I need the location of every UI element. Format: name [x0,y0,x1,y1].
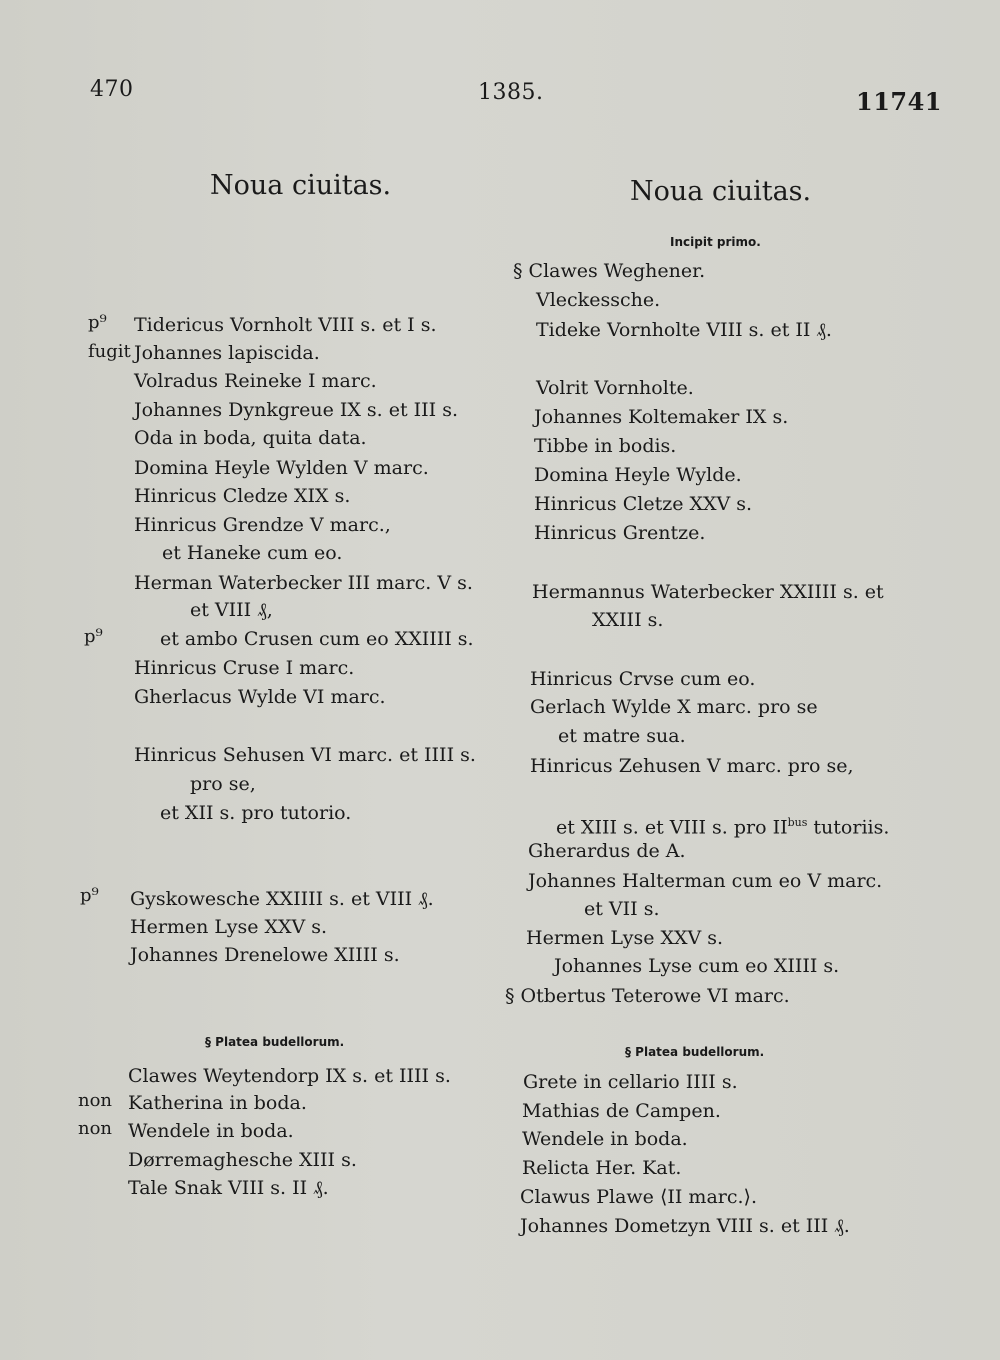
entry-line: Johannes Dynkgreue IX s. et III s. [134,399,459,421]
entry-line: Mathias de Campen. [522,1100,721,1122]
entry-line: Domina Heyle Wylden V marc. [134,457,429,479]
entry-line: Hinricus Zehusen V marc. pro se, [530,755,854,777]
entry-line: Clawus Plawe ⟨II marc.⟩. [520,1186,757,1208]
left-column-title: Noua ciuitas. [210,170,392,201]
entry-line: Hermen Lyse XXV s. [130,916,328,938]
entry-line: Vleckessche. [536,289,661,311]
entry-line: Tale Snak VIII s. II ₰. [128,1177,329,1199]
entry-line: Volrit Vornholte. [536,377,694,399]
entry-line: Johannes Dometzyn VIII s. et III ₰. [520,1215,850,1237]
margin-note: non [78,1118,113,1139]
entry-line: Johannes Halterman cum eo V marc. [528,870,883,892]
page-number: 470 [90,77,134,102]
entry-line: Volradus Reineke I marc. [134,370,377,392]
entry-line: Dørremaghesche XIII s. [128,1149,357,1171]
entry-line: XXIII s. [592,609,664,631]
entry-line: Gyskowesche XXIIII s. et VIII ₰. [130,888,434,910]
entry-line: Clawes Weytendorp IX s. et IIII s. [128,1065,451,1087]
right-section-heading: § Platea budellorum. [625,1045,765,1059]
entry-line: pro se, [190,773,256,795]
entry-line: Tideke Vornholte VIII s. et II ₰. [536,319,832,341]
right-column-title: Noua ciuitas. [630,176,812,207]
entry-line: Oda in boda, quita data. [134,427,367,449]
entry-line: Herman Waterbecker III marc. V s. [134,572,473,594]
entry-line: et XIII s. et VIII s. pro $II^{bus}$ tutoriis. [556,816,890,839]
margin-note: p⁹ [88,312,107,333]
entry-line: Wendele in boda. [128,1120,294,1142]
margin-note: non [78,1090,113,1111]
entry-line: Hinricus Cruse I marc. [134,657,355,679]
entry-line: Johannes lapiscida. [134,342,320,364]
margin-note: p⁹ [80,885,99,906]
entry-number: 11741 [856,87,942,116]
entry-line: et VIII ₰, [190,599,273,621]
entry-line: Hermannus Waterbecker XXIIII s. et [532,581,884,603]
entry-line: et VII s. [584,898,660,920]
entry-line: Tibbe in bodis. [534,435,677,457]
margin-note: p⁹ [84,626,103,647]
year-heading: 1385. [478,80,544,105]
entry-line: Hinricus Cledze XIX s. [134,485,351,507]
entry-line: Hinricus Grendze V marc., [134,514,391,536]
entry-line: Hinricus Grentze. [534,522,706,544]
entry-line: Relicta Her. Kat. [522,1157,682,1179]
left-section-heading: § Platea budellorum. [205,1035,345,1049]
entry-line: et Haneke cum eo. [162,542,343,564]
entry-line: Katherina in boda. [128,1092,307,1114]
entry-line: et matre sua. [558,725,686,747]
entry-line: Hinricus Sehusen VI marc. et IIII s. [134,744,476,766]
entry-line: Johannes Drenelowe XIIII s. [130,944,400,966]
margin-note: fugit [88,341,131,362]
entry-line: Grete in cellario IIII s. [523,1071,738,1093]
entry-line: Hermen Lyse XXV s. [526,927,724,949]
entry-line: Wendele in boda. [522,1128,688,1150]
entry-line: Hinricus Cletze XXV s. [534,493,753,515]
entry-line: Gherardus de A. [528,840,686,862]
entry-line: Tidericus Vornholt VIII s. et I s. [134,314,437,336]
entry-line: Domina Heyle Wylde. [534,464,742,486]
entry-line: § Otbertus Teterowe VI marc. [505,985,790,1007]
entry-line: § Clawes Weghener. [513,260,706,282]
entry-line: Gerlach Wylde X marc. pro se [530,696,818,718]
entry-line: et ambo Crusen cum eo XXIIII s. [160,628,474,650]
incipit-heading: Incipit primo. [670,235,761,249]
entry-line: Johannes Lyse cum eo XIIII s. [554,955,840,977]
entry-line: Hinricus Crvse cum eo. [530,668,756,690]
entry-line: et XII s. pro tutorio. [160,802,352,824]
entry-line: Gherlacus Wylde VI marc. [134,686,386,708]
entry-line: Johannes Koltemaker IX s. [534,406,789,428]
